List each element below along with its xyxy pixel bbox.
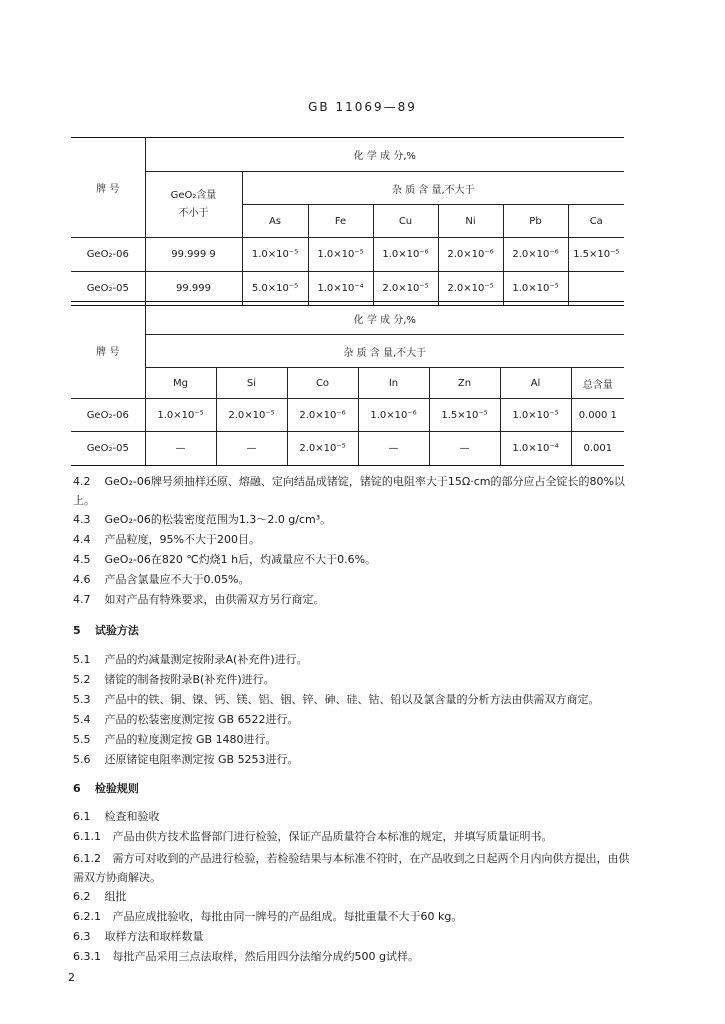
document-header: GB 11069—89 — [308, 100, 417, 114]
composition-header: 化 学 成 分,% — [145, 302, 624, 335]
clause-number: 4.3 — [73, 513, 91, 526]
page-number: 2 — [68, 971, 75, 984]
brand-cell: GeO₂-05 — [71, 432, 145, 466]
clause-4-5 — [73, 552, 376, 568]
value-cell: 1.0×10⁻⁶ — [358, 399, 429, 432]
clause-number: 4.6 — [73, 573, 91, 586]
value-cell: 2.0×10⁻⁶ — [438, 238, 503, 272]
element-header: In — [358, 368, 429, 399]
clause-text: GeO₂-06的松装密度范围为1.3～2.0 g/cm³。 — [104, 513, 332, 526]
element-header: Ni — [438, 205, 503, 238]
element-header: Pb — [503, 205, 568, 238]
impurity-header: 杂 质 含 量,不大于 — [145, 335, 624, 368]
clause-text: 组批 — [104, 890, 127, 903]
section-6-heading — [73, 781, 139, 797]
geo2-cell: 99.999 — [145, 272, 242, 306]
clause-4-3 — [73, 512, 331, 528]
brand-header: 牌 号 — [71, 138, 145, 238]
clause-number: 4.4 — [73, 533, 91, 546]
clause-4-6 — [73, 572, 249, 588]
clause-text: 每批产品采用三点法取样，然后用四分法缩分成约500 g试样。 — [112, 950, 419, 963]
table-row — [71, 238, 624, 272]
value-cell: 2.0×10⁻⁵ — [216, 399, 287, 432]
clause-number: 4.7 — [73, 593, 91, 606]
clause-6-1 — [73, 809, 160, 825]
geo2-content-header — [145, 172, 242, 238]
section-5-heading — [73, 623, 139, 639]
clause-6-1-2 — [73, 849, 633, 887]
clause-number: 5.6 — [73, 753, 91, 766]
element-header: Mg — [145, 368, 216, 399]
value-cell: — — [145, 432, 216, 466]
geo2-min-label: 不小于 — [178, 207, 209, 219]
clause-text: 锗锭的制备按附录B(补充件)进行。 — [104, 673, 275, 686]
composition-table-1 — [71, 137, 624, 306]
brand-cell: GeO₂-06 — [71, 399, 145, 432]
clause-text: GeO₂-06在820 ℃灼烧1 h后，灼减量应不大于0.6%。 — [104, 553, 377, 566]
value-cell: 1.0×10⁻⁵ — [308, 238, 373, 272]
clause-5-6 — [73, 752, 299, 768]
element-header: 总含量 — [571, 368, 624, 399]
clause-text: 产品由供方技术监督部门进行检验，保证产品质量符合本标准的规定，并填写质量证明书。 — [112, 830, 553, 843]
value-cell: 0.000 1 — [571, 399, 624, 432]
value-cell: — — [216, 432, 287, 466]
impurity-header: 杂 质 含 量,不大于 — [242, 172, 624, 205]
value-cell: 2.0×10⁻⁵ — [287, 432, 358, 466]
value-cell: 1.0×10⁻⁴ — [500, 432, 571, 466]
clause-5-3 — [73, 692, 600, 708]
clause-number: 6.1 — [73, 810, 91, 823]
value-cell: 5.0×10⁻⁵ — [242, 272, 308, 306]
element-header: Cu — [373, 205, 438, 238]
section-title: 检验规则 — [94, 782, 139, 795]
element-header: Zn — [429, 368, 500, 399]
table-row — [71, 399, 624, 432]
clause-number: 6.3 — [73, 930, 91, 943]
clause-6-2-1 — [73, 909, 462, 925]
clause-6-2 — [73, 889, 127, 905]
value-cell: 1.5×10⁻⁵ — [429, 399, 500, 432]
clause-text: 取样方法和取样数量 — [104, 930, 204, 943]
clause-5-2 — [73, 672, 275, 688]
clause-text: 产品含氯量应不大于0.05%。 — [104, 573, 250, 586]
clause-text: 需方可对收到的产品进行检验，若检验结果与本标准不符时，在产品收到之日起两个月内向供方提出，由供需双方协商解决。 — [73, 852, 630, 884]
clause-number: 5.3 — [73, 693, 91, 706]
clause-4-2 — [73, 472, 633, 510]
clause-6-3 — [73, 929, 204, 945]
clause-text: GeO₂-06牌号须抽样还原、熔融、定向结晶成锗锭，锗锭的电阻率大于15Ω·cm的部分应占全锭长的80%以上。 — [73, 475, 625, 507]
value-cell: 1.0×10⁻⁵ — [242, 238, 308, 272]
element-header: Ca — [568, 205, 624, 238]
value-cell: 0.001 — [571, 432, 624, 466]
clause-5-5 — [73, 732, 277, 748]
clause-text: 如对产品有特殊要求，由供需双方另行商定。 — [104, 593, 325, 606]
clause-number: 5.1 — [73, 653, 91, 666]
clause-text: 产品应成批验收，每批由同一牌号的产品组成。每批重量不大于60 kg。 — [112, 910, 463, 923]
clause-text: 产品中的铁、铜、镍、钙、镁、铝、铟、锌、砷、硅、钴、铅以及氯含量的分析方法由供需双方商定。 — [104, 693, 600, 706]
clause-6-3-1 — [73, 949, 419, 965]
value-cell: 2.0×10⁻⁵ — [373, 272, 438, 306]
value-cell: — — [429, 432, 500, 466]
clause-number: 6.2.1 — [73, 910, 101, 923]
clause-5-4 — [73, 712, 299, 728]
value-cell: 2.0×10⁻⁶ — [287, 399, 358, 432]
brand-cell: GeO₂-06 — [71, 238, 145, 272]
section-number: 5 — [73, 624, 81, 637]
clause-text: 还原锗锭电阻率测定按 GB 5253进行。 — [104, 753, 299, 766]
table-row — [71, 432, 624, 466]
clause-text: 产品的粒度测定按 GB 1480进行。 — [104, 733, 277, 746]
clause-text: 产品的松装密度测定按 GB 6522进行。 — [104, 713, 299, 726]
value-cell: 1.0×10⁻⁵ — [500, 399, 571, 432]
geo2-content-label: GeO₂含量 — [170, 189, 217, 201]
element-header: Fe — [308, 205, 373, 238]
value-cell: 1.0×10⁻⁴ — [308, 272, 373, 306]
value-cell: 1.0×10⁻⁵ — [503, 272, 568, 306]
value-cell: 2.0×10⁻⁵ — [438, 272, 503, 306]
clause-number: 4.2 — [73, 475, 91, 488]
clause-text: 产品粒度，95%不大于200目。 — [104, 533, 260, 546]
value-cell: 1.0×10⁻⁵ — [145, 399, 216, 432]
clause-number: 4.5 — [73, 553, 91, 566]
element-header: Si — [216, 368, 287, 399]
brand-cell: GeO₂-05 — [71, 272, 145, 306]
value-cell: 1.5×10⁻⁵ — [568, 238, 624, 272]
section-number: 6 — [73, 782, 81, 795]
clause-5-1 — [73, 652, 308, 668]
clause-number: 6.2 — [73, 890, 91, 903]
clause-6-1-1 — [73, 829, 553, 845]
clause-4-7 — [73, 592, 325, 608]
clause-text: 产品的灼减量测定按附录A(补充件)进行。 — [104, 653, 308, 666]
clause-number: 6.3.1 — [73, 950, 101, 963]
clause-number: 6.1.2 — [73, 852, 101, 865]
value-cell: 2.0×10⁻⁶ — [503, 238, 568, 272]
composition-table-2 — [71, 301, 624, 466]
section-title: 试验方法 — [94, 624, 139, 637]
clause-number: 6.1.1 — [73, 830, 101, 843]
clause-number: 5.5 — [73, 733, 91, 746]
value-cell: 1.0×10⁻⁶ — [373, 238, 438, 272]
value-cell: — — [358, 432, 429, 466]
clause-4-4 — [73, 532, 260, 548]
element-header: Al — [500, 368, 571, 399]
clause-number: 5.2 — [73, 673, 91, 686]
brand-header: 牌 号 — [71, 302, 145, 399]
element-header: Co — [287, 368, 358, 399]
geo2-cell: 99.999 9 — [145, 238, 242, 272]
composition-header: 化 学 成 分,% — [145, 138, 624, 172]
clause-number: 5.4 — [73, 713, 91, 726]
clause-text: 检查和验收 — [104, 810, 160, 823]
element-header: As — [242, 205, 308, 238]
